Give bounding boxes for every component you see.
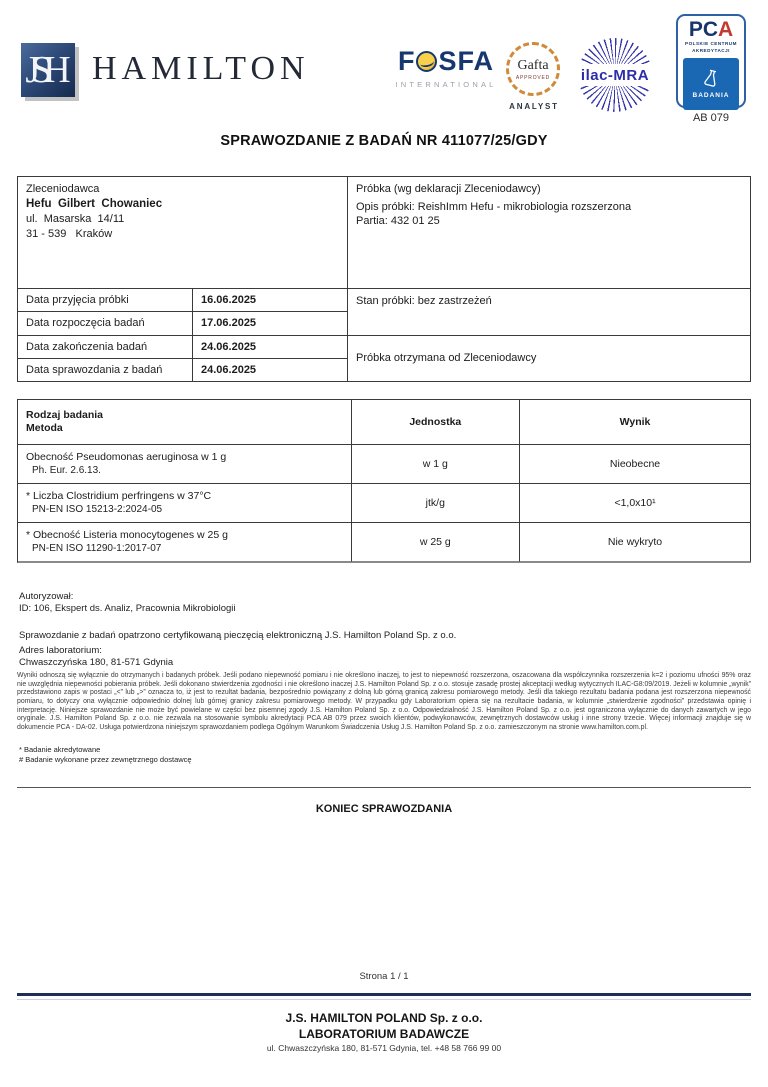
end-divider — [17, 787, 751, 788]
sample-batch: Partia: 432 01 25 — [356, 215, 440, 227]
footer-lab-name: LABORATORIUM BADAWCZE — [298, 1027, 470, 1041]
date-received-label: Data przyjęcia próbki — [18, 289, 193, 312]
date-finished-value: 24.06.2025 — [193, 336, 348, 359]
date-received-value: 16.06.2025 — [193, 289, 348, 312]
lab-address-label: Adres laboratorium: — [19, 645, 102, 656]
date-report-label: Data sprawozdania z badań — [18, 359, 193, 382]
date-started-label: Data rozpoczęcia badań — [18, 312, 193, 335]
footnote-external: # Badanie wykonane przez zewnętrznego dostawcę — [19, 755, 192, 764]
gafta-name: Gafta — [517, 57, 549, 73]
result-row-result: <1,0x10¹ — [520, 484, 751, 523]
client-city: 31 - 539 Kraków — [26, 228, 113, 240]
globe-icon — [416, 51, 437, 72]
pca-name-line2: AKREDYTACJI — [692, 48, 730, 54]
results-header-unit: Jednostka — [352, 400, 521, 445]
date-started-value: 17.06.2025 — [193, 312, 348, 335]
result-row-test: * Liczba Clostridium perfringens w 37°C PN-EN ISO 15213-2:2024-05 — [18, 484, 352, 523]
gafta-wreath-icon — [506, 42, 560, 96]
fosfa-international-label: INTERNATIONAL — [395, 80, 497, 89]
result-row-unit: w 25 g — [352, 523, 521, 562]
gafta-analyst-label: ANALYST — [509, 102, 559, 111]
sample-description: Opis próbki: ReishImm Hefu - mikrobiologia rozszerzona — [356, 200, 632, 213]
lab-address: Chwaszczyńska 180, 81-571 Gdynia — [19, 657, 174, 668]
results-header-test: Rodzaj badania Metoda — [18, 400, 352, 445]
sample-received-note: Próbka otrzymana od Zleceniodawcy — [348, 336, 751, 383]
result-row-result: Nie wykryto — [520, 523, 751, 562]
sample-info-table — [17, 176, 751, 382]
client-name: Hefu Gilbert Chowaniec — [26, 198, 163, 210]
authorized-by-label: Autoryzował: — [19, 591, 74, 602]
pca-badania-label: BADANIA — [692, 92, 730, 100]
gafta-logo — [506, 42, 562, 111]
result-row-test: * Obecność Listeria monocytogenes w 25 g PN-EN ISO 11290-1:2017-07 — [18, 523, 352, 562]
results-header-result: Wynik — [520, 400, 751, 445]
pca-badania-box — [683, 58, 739, 110]
footer-company-name: J.S. HAMILTON POLAND Sp. z o.o. — [285, 1011, 483, 1025]
result-row-test: Obecność Pseudomonas aeruginosa w 1 g Ph. Eur. 2.6.13. — [18, 445, 352, 484]
result-row-unit: jtk/g — [352, 484, 521, 523]
results-table — [17, 399, 751, 563]
page-number: Strona 1 / 1 — [359, 971, 409, 982]
result-row-unit: w 1 g — [352, 445, 521, 484]
result-row-result: Nieobecne — [520, 445, 751, 484]
jsh-logo-icon — [21, 43, 75, 97]
footer-address: ul. Chwaszczyńska 180, 81-571 Gdynia, tel. +48 58 766 99 00 — [266, 1043, 502, 1053]
sample-cell — [348, 177, 751, 289]
hamilton-wordmark: HAMILTON — [92, 50, 310, 87]
flask-icon — [698, 66, 725, 93]
fosfa-logo — [388, 46, 504, 89]
client-street: ul. Masarska 14/11 — [26, 213, 125, 225]
gafta-approved-label: APPROVED — [515, 74, 551, 81]
disclaimer-text: Wyniki odnoszą się wyłącznie do otrzymanych i badanych próbek. Jeśli podano niepewność pomiaru i nie określono inaczej, to jest to niepewność rozszerzona, oszacowana dla współczynnika rozszerzenia k=2 i poziomu ufności 95% oraz nie uwzględnia niepewności pobierania próbek. Jeśli dokonano stwierdzenia zgodności i nie określono inaczej J.S. Hamilton Poland Sp. z o.o. stosuje zasadę prostej akceptacji według wytycznych ILAC-G8:09/2019. Jeżeli w kolumnie „wynik” przedstawiono zapis w postaci „<” lub „>” oznacza to, iż jest to rezultat badania, bezpośrednio powiązany z dolną lub górną granicą zakresu pomiarowego metody. Jeśli dla takiego rezultatu badania podana jest rozszerzona niepewność pomiaru, to dotyczy ona wyłącznie odpowiednio dolnej lub górnej granicy zakresu pomiarowego metody. W przypadku gdy Laboratorium opiera się na rezultacie badania, w kolumnie „stwierdzenie zgodności” przedstawia opinię i interpretację. Niniejsze sprawozdanie nie może być powielane w części bez pisemnej zgody J.S. Hamilton Poland Sp. z o.o. Odpowiedzialność J.S. Hamilton Poland Sp. z o.o. jest ograniczona wyłącznie do danych zawartych w jego oryginale. J.S. Hamilton Poland Sp. z o.o. nie zezwala na stosowanie symbolu akredytacji PCA AB 079 przez swoich klientów, podwykonawców, zewnętrznych dostawców usług i inne strony trzecie. Więcej informacji znajduje się w dokumencie PCA - DA-02. Usługa potwierdzona niniejszym sprawozdaniem podlega Ogólnym Warunkom Świadczenia Usług J.S. Hamilton Poland Sp. z o.o. zamieszczonym na stronie www.hamilton.com.pl. — [17, 672, 751, 731]
pca-cert-number: AB 079 — [692, 112, 730, 124]
jsh-monogram: JSH — [25, 49, 62, 91]
end-of-report-label: KONIEC SPRAWOZDANIA — [315, 803, 453, 815]
ilac-mra-label: ilac-MRA — [580, 66, 650, 84]
fosfa-text-f: F — [397, 46, 416, 76]
date-report-value: 24.06.2025 — [193, 359, 348, 382]
pca-abbr: PCA — [688, 18, 734, 41]
ilac-mra-seal-icon — [578, 38, 652, 112]
pca-name-line1: POLSKIE CENTRUM — [685, 41, 737, 46]
electronic-stamp-note: Sprawozdanie z badań opatrzono certyfikowaną pieczęcią elektroniczną J.S. Hamilton Poland Sp. z o.o. — [19, 630, 457, 641]
fosfa-text-sfa: SFA — [438, 46, 494, 76]
sample-condition: Stan próbki: bez zastrzeżeń — [348, 289, 751, 336]
authorized-by-person: ID: 106, Ekspert ds. Analiz, Pracownia Mikrobiologii — [19, 603, 236, 614]
sample-header: Próbka (wg deklaracji Zleceniodawcy) — [356, 183, 541, 195]
client-label: Zleceniodawca — [26, 183, 100, 195]
report-title: SPRAWOZDANIE Z BADAŃ NR 411077/25/GDY — [220, 133, 548, 149]
footer-divider-light — [17, 999, 751, 1000]
client-cell — [18, 177, 348, 289]
pca-accreditation-badge — [676, 14, 746, 108]
footnote-accredited: * Badanie akredytowane — [19, 745, 101, 754]
date-finished-label: Data zakończenia badań — [18, 336, 193, 359]
footer-divider-dark — [17, 993, 751, 996]
